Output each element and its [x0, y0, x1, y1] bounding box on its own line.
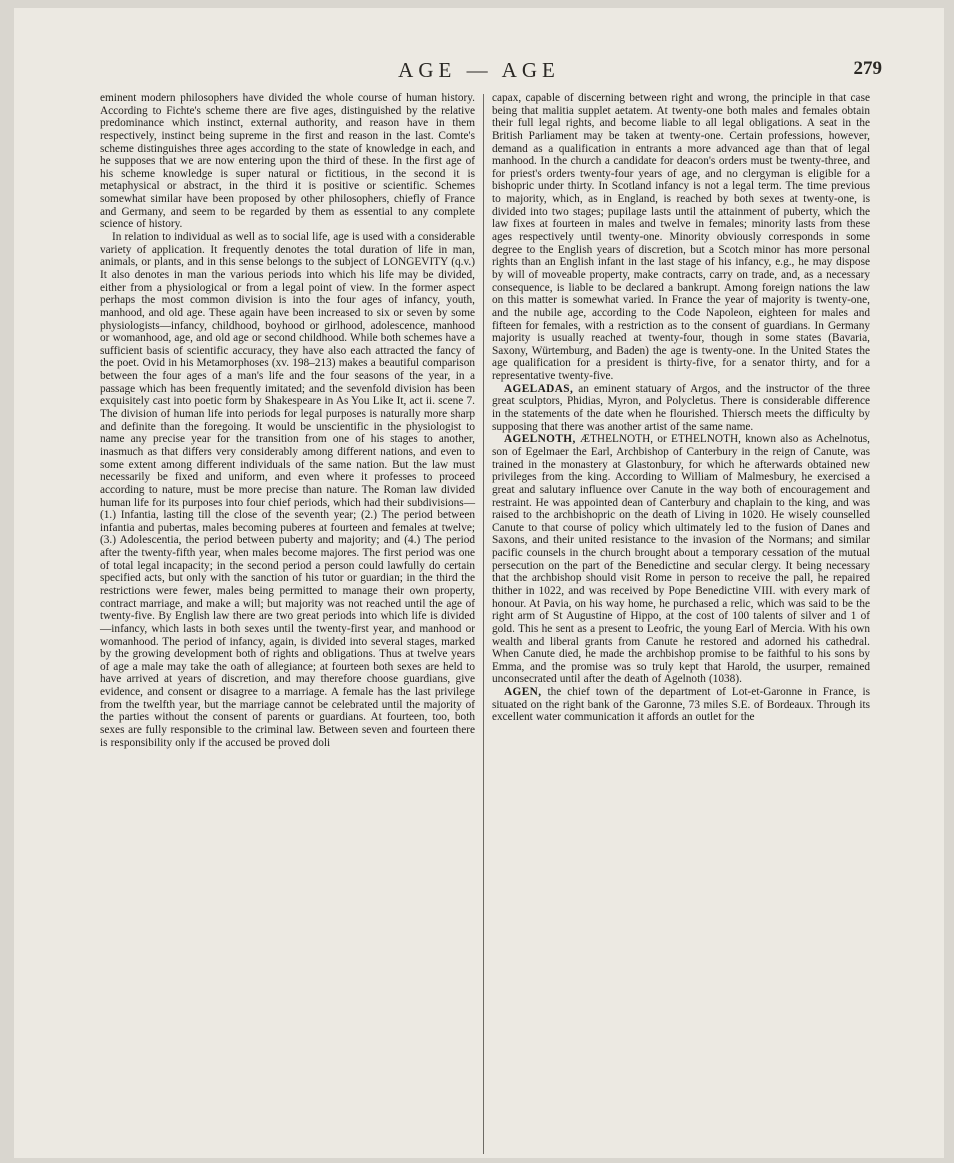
running-header: [14, 58, 944, 88]
entry-headword: AGELNOTH,: [504, 433, 576, 446]
column-divider: [483, 94, 484, 1154]
left-column: [100, 92, 475, 749]
entry-agelnoth: AGELNOTH, ÆTHELNOTH, or ETHELNOTH, known also as Achelnotus, son of Egelmaer the Earl, Archbishop of Canterbury in the reign of Canute, was trained in the monastery at Glastonbury, for which he afterwards obtained new privileges from the king. According to William of Malmesbury, he exercised a great and salutary influence over Canute in the way both of encouragement and restraint. He was appointed dean of Canterbury and chaplain to the king, and was raised to the archbishopric on the death of Living in 1020. He wisely counselled Canute to that course of policy which ultimately led to the fusion of Danes and Saxons, and their united resistance to the invasion of the Normans; and similar pacific counsels in the church brought about a temporary cessation of the mutual persecution on the part of the Benedictine and secular clergy. It being necessary that the archbishop should visit Rome in person to receive the pall, he repaired thither in 1022, and was received by Pope Benedictine VIII. with every mark of honour. At Pavia, on his way home, he purchased a relic, which was said to be the right arm of St Augustine of Hippo, at the cost of 100 talents of silver and 1 of gold. This he sent as a present to Leofric, the young Earl of Mercia. With his own wealth and liberal grants from Canute he restored and adorned his cathedral. When Canute died, he made the archbishop promise to be faithful to his sons by Emma, and the promise was so truly kept that Harold, the usurper, remained unconsecrated until after the death of Agelnoth (1038).: [492, 433, 870, 686]
paragraph: capax, capable of discerning between right and wrong, the principle in that case being that malitia supplet aetatem. At twenty-one both males and females obtain their full legal rights, and become liable to all legal obligations. A seat in the British Parliament may be taken at twenty-one. Certain professions, however, demand as a qualification in entrants a more advanced age than that of legal manhood. In the church a candidate for deacon's orders must be twenty-three, and for priest's orders twenty-four years of age, and no clergyman is eligible for a bishopric under thirty. In Scotland infancy is not a legal term. The time previous to majority, which, as in England, is reached by both sexes at twenty-one, is divided into two stages; pupilage lasts until the attainment of puberty, which the law fixes at fourteen in males and twelve in females; minority lasts from these ages respectively until twenty-one. Minority obviously corresponds in some degree to the English years of discretion, but a Scotch minor has more personal rights than an English infant in the last stage of his infancy, e.g., he may dispose by will of moveable property, make contracts, carry on trade, and, as a necessary consequence, is liable to be declared a bankrupt. Among foreign nations the law on this matter is somewhat varied. In France the year of majority is twenty-one, and the nubile age, according to the Code Napoleon, eighteen for males and fifteen for females, with a restriction as to the consent of guardians. In Germany majority is usually reached at twenty-four, though in some states (Bavaria, Saxony, Würtemburg, and Baden) the age is twenty-one. In the United States the age qualification for a president is thirty-five, for a senator thirty, and for a representative twenty-five.: [492, 92, 870, 383]
entry-ageladas: AGELADAS, an eminent statuary of Argos, and the instructor of the three great sculptors, Phidias, Myron, and Polycletus. There is considerable difference in the statements of the date when he flourished. Thiersch meets the difficulty by supposing that there was another artist of the same name.: [492, 382, 870, 433]
right-column: [492, 92, 870, 724]
paragraph: eminent modern philosophers have divided the whole course of human history. According to Fichte's scheme there are five ages, distinguished by the relative predominance which instinct, external authority, and reason have in them respectively, instinct being supreme in the first and reason in the last. Comte's scheme distinguishes three ages according to the state of knowledge in each, and he supposes that we are now entering upon the third of these. In the first age of his scheme knowledge is super natural or fictitious, in the second it is metaphysical or abstract, in the third it is positive or scientific. Schemes somewhat similar have been proposed by other philosophers, chiefly of France and Germany, and seem to be regarded by them as essential to any complete science of history.: [100, 92, 475, 231]
running-title: AGE — AGE: [398, 58, 560, 82]
entry-agen: AGEN, the chief town of the department of Lot-et-Garonne in France, is situated on the right bank of the Garonne, 73 miles S.E. of Bordeaux. Through its excellent water communication it affords an outlet for the: [492, 686, 870, 724]
page-number: 279: [853, 58, 882, 79]
entry-headword: AGELADAS,: [504, 382, 574, 395]
book-page: [14, 8, 944, 1158]
paragraph: In relation to individual as well as to social life, age is used with a considerable variety of application. It frequently denotes the total duration of life in man, animals, or plants, and in this sense belongs to the subject of LONGEVITY (q.v.) It also denotes in man the various periods into which his life may be divided, either from a physiological or from a legal point of view. In the former aspect perhaps the most common division is into the four ages of infancy, youth, manhood, and old age. These again have been increased to six or seven by some physiologists—infancy, childhood, boyhood or girlhood, adolescence, manhood or womanhood, age, and old age or second childhood. While both schemes have a sufficient basis of scientific accuracy, they have also each attracted the fancy of the poet. Ovid in his Metamorphoses (xv. 198–213) makes a beautiful comparison between the four ages of a man's life and the four seasons of the year, in a passage which has been frequently imitated; and the sevenfold division has been exquisitely cast into poetic form by Shakespeare in As You Like It, act ii. scene 7. The division of human life into periods for legal purposes is naturally more sharp and definite than the foregoing. It would be unscientific in the physiologist to name any precise year for the transition from one of his stages to another, inasmuch as that differs very considerably among different nations, and even to some extent among different individuals of the same nation. But the law must necessarily be fixed and uniform, and even where it professes to proceed according to nature, must be more precise than nature. The Roman law divided human life for its purposes into four chief periods, which had their subdivisions—(1.) Infantia, lasting till the close of the seventh year; (2.) The period between infantia and pubertas, males becoming puberes at fourteen and females at twelve; (3.) Adolescentia, the period between puberty and majority; and (4.) The period after the twenty-fifth year, when males become majores. The first period was one of total legal incapacity; in the second period a person could lawfully do certain specified acts, but only with the sanction of his tutor or guardian; in the third the restrictions were fewer, males being permitted to manage their own property, contract marriage, and make a will; but majority was not reached until the age of twenty-five. By English law there are two great periods into which life is divided—infancy, which lasts in both sexes until the twenty-first year, and manhood or womanhood. The period of infancy, again, is divided into several stages, marked by the growing development both of rights and obligations. Thus at twelve years of age a male may take the oath of allegiance; at fourteen both sexes are held to have arrived at years of discretion, and may therefore choose guardians, give evidence, and consent or disagree to a marriage. A female has the last privilege from the twelfth year, but the marriage cannot be celebrated until the majority of the parties without the consent of parents or guardians. At fourteen, too, both sexes are fully responsible to the criminal law. Between seven and fourteen there is responsibility only if the accused be proved doli: [100, 231, 475, 749]
entry-headword: AGEN,: [504, 686, 542, 699]
